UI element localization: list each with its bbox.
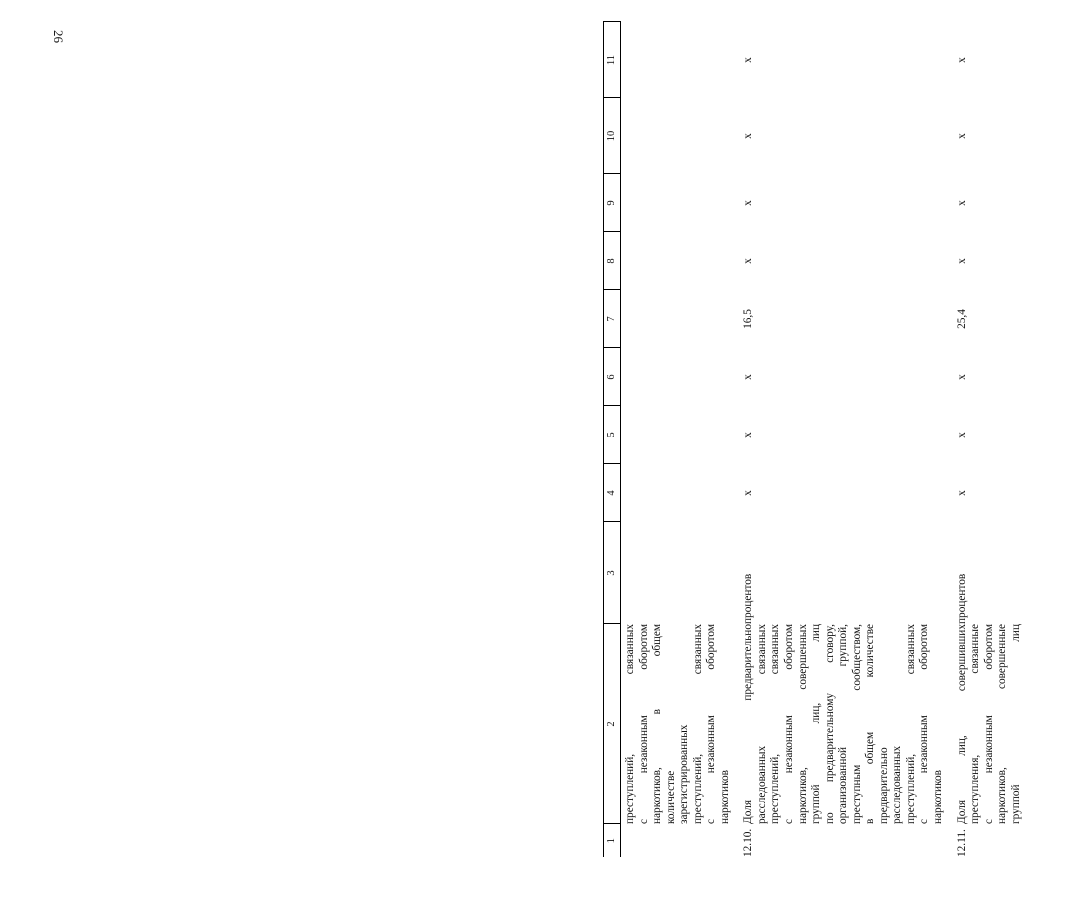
description-line: наркотиков, совершенные bbox=[996, 624, 1009, 824]
value-cell bbox=[621, 174, 733, 232]
description-line: зарегистрированных bbox=[678, 724, 691, 824]
value-cell: x bbox=[742, 57, 755, 63]
value-cell: x bbox=[742, 258, 755, 264]
unit-cell: процентов bbox=[742, 573, 755, 624]
value-cell: x bbox=[955, 200, 968, 206]
row-number: 12.10. bbox=[742, 828, 755, 857]
value-cell: x bbox=[742, 374, 755, 380]
description-line: наркотиков, совершенных bbox=[796, 624, 809, 824]
description-line: группой лиц, лиц bbox=[810, 624, 823, 824]
header-cell: 2 bbox=[604, 624, 621, 824]
header-cell: 4 bbox=[604, 464, 621, 522]
description-line: преступлений, связанных bbox=[904, 624, 917, 824]
unit-cell bbox=[621, 522, 733, 624]
description-line: в общем количестве bbox=[864, 624, 877, 824]
description-line: преступлений, связанных bbox=[769, 624, 782, 824]
description-line: преступлений, связанных bbox=[691, 624, 704, 824]
value-cell: 25,4 bbox=[955, 309, 968, 329]
value-cell: x bbox=[742, 432, 755, 438]
value-cell: x bbox=[955, 490, 968, 496]
header-cell: 5 bbox=[604, 406, 621, 464]
value-cell: x bbox=[955, 133, 968, 139]
value-cell bbox=[621, 348, 733, 406]
row-description bbox=[946, 624, 1086, 824]
indicator-table bbox=[603, 22, 1086, 858]
description-line: наркотиков bbox=[718, 769, 731, 824]
unit-cell: процентов bbox=[955, 573, 968, 624]
row-description bbox=[732, 624, 945, 824]
table-row bbox=[732, 22, 945, 857]
description-line: организованной группой, bbox=[837, 624, 850, 824]
row-number: 12.11. bbox=[955, 829, 968, 857]
value-cell: x bbox=[742, 490, 755, 496]
table-row bbox=[946, 22, 1086, 857]
value-cell bbox=[621, 232, 733, 290]
row-description bbox=[621, 624, 733, 824]
description-line: предварительно bbox=[877, 747, 890, 824]
description-line: Доля предварительно bbox=[742, 624, 755, 824]
value-cell: x bbox=[955, 432, 968, 438]
description-line: преступным сообществом, bbox=[850, 624, 863, 824]
header-cell: 11 bbox=[604, 22, 621, 98]
description-line: преступлений, связанных bbox=[624, 624, 636, 824]
header-cell: 8 bbox=[604, 232, 621, 290]
value-cell: 16,5 bbox=[742, 309, 755, 329]
description-line: с незаконным оборотом bbox=[982, 624, 995, 824]
description-line: с незаконным оборотом bbox=[705, 624, 718, 824]
description-line: наркотиков bbox=[932, 769, 945, 824]
page-number: 26 bbox=[51, 30, 66, 43]
value-cell: x bbox=[742, 133, 755, 139]
row-number bbox=[621, 824, 733, 857]
header-cell: 6 bbox=[604, 348, 621, 406]
value-cell bbox=[621, 22, 733, 98]
header-cell: 3 bbox=[604, 522, 621, 624]
table-row bbox=[621, 22, 733, 857]
value-cell bbox=[621, 464, 733, 522]
value-cell bbox=[621, 98, 733, 174]
description-line: количестве bbox=[664, 770, 677, 824]
value-cell bbox=[621, 406, 733, 464]
description-line: преступления, связанные bbox=[969, 624, 982, 824]
header-cell: 1 bbox=[604, 824, 621, 857]
description-line: Доля лиц, совершивших bbox=[955, 624, 968, 824]
description-line: расследованных связанных bbox=[755, 624, 768, 824]
description-line: с незаконным оборотом bbox=[783, 624, 796, 824]
description-line: по предварительному сговору, bbox=[823, 624, 836, 824]
header-cell: 7 bbox=[604, 290, 621, 348]
description-line: расследованных bbox=[891, 745, 904, 824]
description-line: группой лиц bbox=[1009, 624, 1022, 824]
value-cell: x bbox=[742, 200, 755, 206]
description-line: с незаконным оборотом bbox=[918, 624, 931, 824]
header-cell: 9 bbox=[604, 174, 621, 232]
value-cell bbox=[621, 290, 733, 348]
value-cell: x bbox=[955, 258, 968, 264]
rotated-page bbox=[603, 22, 1073, 857]
description-line: наркотиков, в общем bbox=[651, 624, 664, 824]
value-cell: x bbox=[955, 57, 968, 63]
header-cell: 10 bbox=[604, 98, 621, 174]
description-line: с незаконным оборотом bbox=[637, 624, 650, 824]
table-header-row bbox=[604, 22, 621, 857]
value-cell: x bbox=[955, 374, 968, 380]
